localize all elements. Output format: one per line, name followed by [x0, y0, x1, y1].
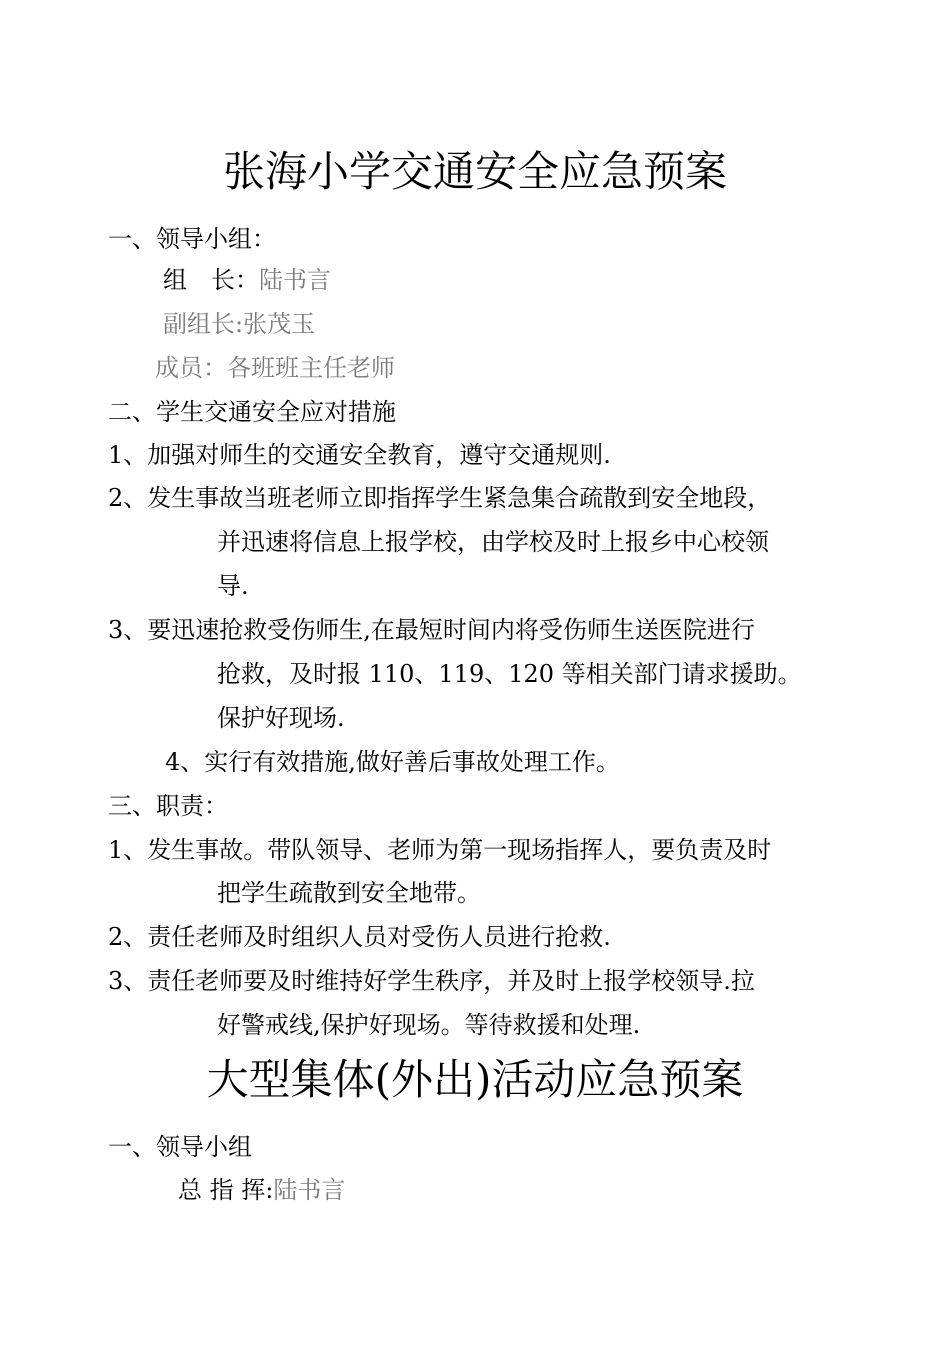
measure-item-2-line-2: 并迅速将信息上报学校，由学校及时上报乡中心校领: [217, 528, 769, 556]
document-title: 张海小学交通安全应急预案: [222, 147, 727, 196]
section-heading-leadership: 一、领导小组：: [108, 225, 276, 253]
measure-item-1: 1、加强对师生的交通安全教育，遵守交通规则.: [108, 441, 611, 469]
measure-item-2-line-1: 2、发生事故当班老师立即指挥学生紧急集合疏散到安全地段，: [108, 484, 772, 512]
members-line: 成员：各班班主任老师: [155, 354, 395, 382]
deputy-line: [163, 309, 315, 339]
measure-item-3-line-3: 保护好现场.: [217, 704, 345, 732]
measure-item-3-line-2: 抢救，及时报 110、119、120 等相关部门请求援助。: [217, 660, 802, 688]
second-document-title: 大型集体(外出)活动应急预案: [206, 1055, 744, 1104]
section-heading-leadership-2: 一、领导小组: [108, 1133, 252, 1161]
leader-line: [163, 265, 331, 295]
duty-item-3-line-2: 好警戒线,保护好现场。等待救援和处理.: [217, 1011, 641, 1039]
duty-item-2: 2、责任老师及时组织人员对受伤人员进行抢救.: [108, 923, 611, 951]
commander-name: 陆书言: [273, 1176, 346, 1204]
deputy-label: 副组长:: [163, 310, 244, 338]
commander-line: [178, 1175, 345, 1205]
duty-item-1-line-2: 把学生疏散到安全地带。: [217, 879, 481, 907]
section-heading-measures: 二、学生交通安全应对措施: [108, 398, 396, 426]
duty-item-1-line-1: 1、发生事故。带队领导、老师为第一现场指挥人，要负责及时: [108, 836, 772, 864]
measure-item-2-line-3: 导.: [217, 572, 249, 600]
leader-label: 组 长：: [163, 266, 259, 294]
commander-label: 总 指 挥:: [178, 1176, 274, 1204]
leader-name: 陆书言: [259, 266, 331, 294]
section-heading-duties: 三、职责：: [108, 792, 228, 820]
deputy-name: 张茂玉: [243, 310, 316, 338]
measure-item-3-line-1: 3、要迅速抢救受伤师生,在最短时间内将受伤师生送医院进行: [108, 616, 755, 644]
measure-item-4: 4、实行有效措施,做好善后事故处理工作。: [165, 748, 620, 776]
duty-item-3-line-1: 3、责任老师要及时维持好学生秩序，并及时上报学校领导.拉: [108, 967, 755, 995]
